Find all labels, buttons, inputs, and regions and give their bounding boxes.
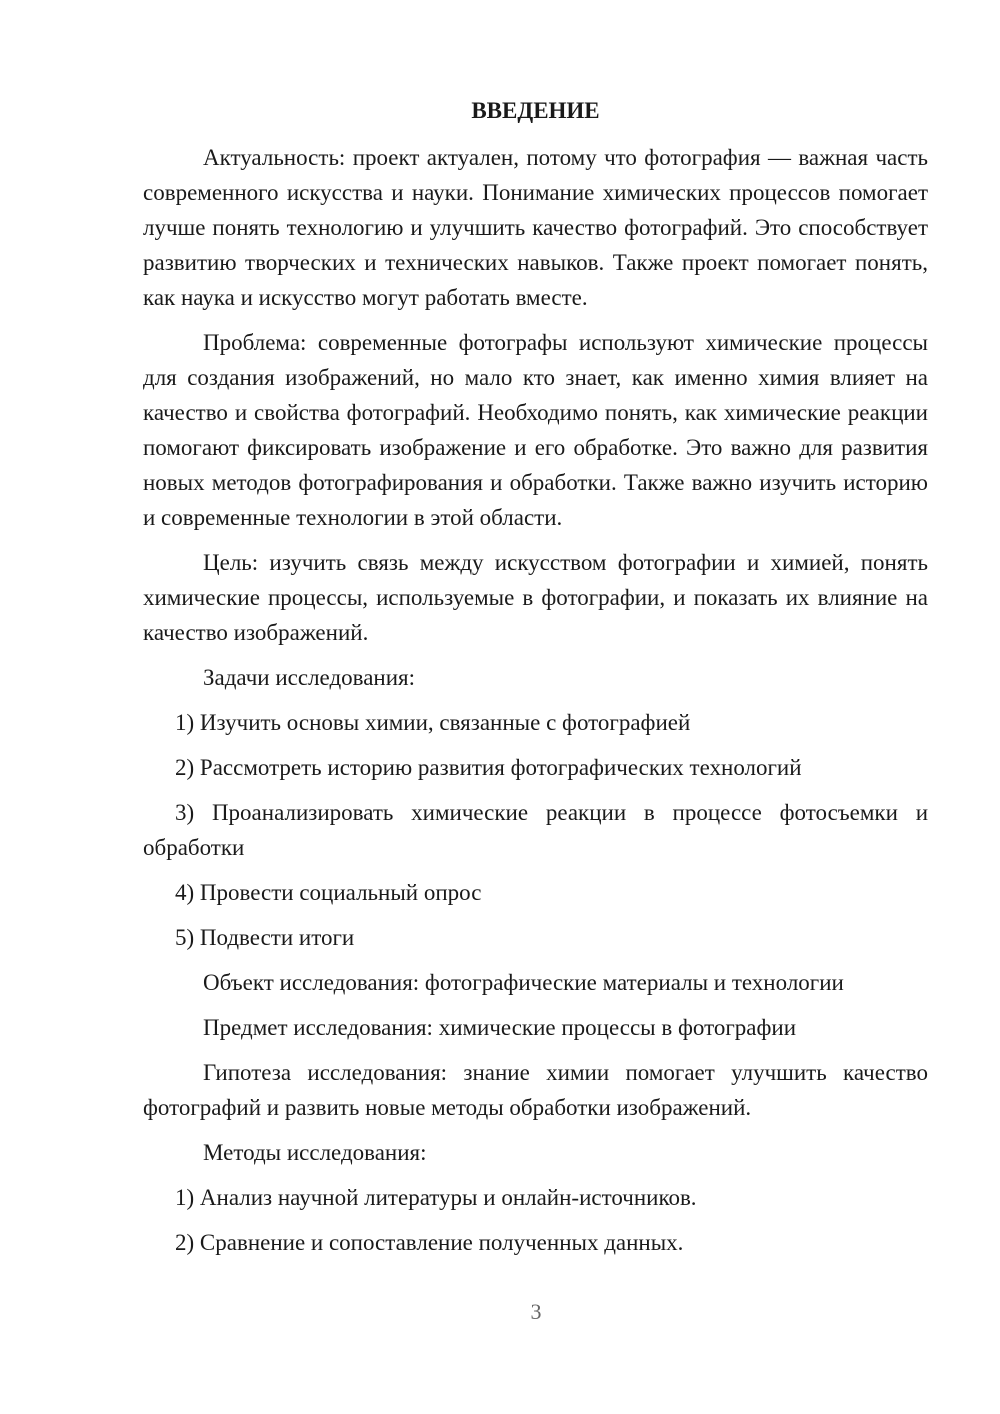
subject-paragraph: Предмет исследования: химические процессы в фотографии <box>203 1015 797 1040</box>
page-number: 3 <box>530 1299 542 1324</box>
section-heading: ВВЕДЕНИЕ <box>471 98 600 123</box>
problem-paragraph: Проблема: современные фотографы используют химические процессы для создания изображений, но мало кто знает, как именно химия влияет на качество и свойства фотографий. Необходимо понять, как химические реакции помогают фиксировать изображение и его обработке. Это важно для развития новых методов фотографирования и обработки. Также важно изучить историю и современные технологии в этой области. <box>143 330 928 530</box>
task-item-2: 2) Рассмотреть историю развития фотографических технологий <box>175 755 802 780</box>
method-item-2: 2) Сравнение и сопоставление полученных данных. <box>175 1230 684 1255</box>
task-item-4: 4) Провести социальный опрос <box>175 880 482 905</box>
object-paragraph: Объект исследования: фотографические материалы и технологии <box>203 970 844 995</box>
task-item-5: 5) Подвести итоги <box>175 925 355 950</box>
hypothesis-paragraph: Гипотеза исследования: знание химии помогает улучшить качество фотографий и развить новые методы обработки изображений. <box>143 1060 928 1120</box>
goal-paragraph: Цель: изучить связь между искусством фотографии и химией, понять химические процессы, используемые в фотографии, и показать их влияние на качество изображений. <box>143 550 928 645</box>
methods-heading: Методы исследования: <box>203 1140 427 1165</box>
task-item-3: 3) Проанализировать химические реакции в процессе фотосъемки и обработки <box>143 800 928 860</box>
page-content <box>143 95 928 1260</box>
method-item-1: 1) Анализ научной литературы и онлайн-источников. <box>175 1185 697 1210</box>
relevance-paragraph: Актуальность: проект актуален, потому что фотография — важная часть современного искусства и науки. Понимание химических процессов помогает лучше понять технологию и улучшить качество фотографий. Это способствует развитию творческих и технических навыков. Также проект помогает понять, как наука и искусство могут работать вместе. <box>143 145 928 310</box>
tasks-heading: Задачи исследования: <box>203 665 416 690</box>
task-item-1: 1) Изучить основы химии, связанные с фотографией <box>175 710 691 735</box>
